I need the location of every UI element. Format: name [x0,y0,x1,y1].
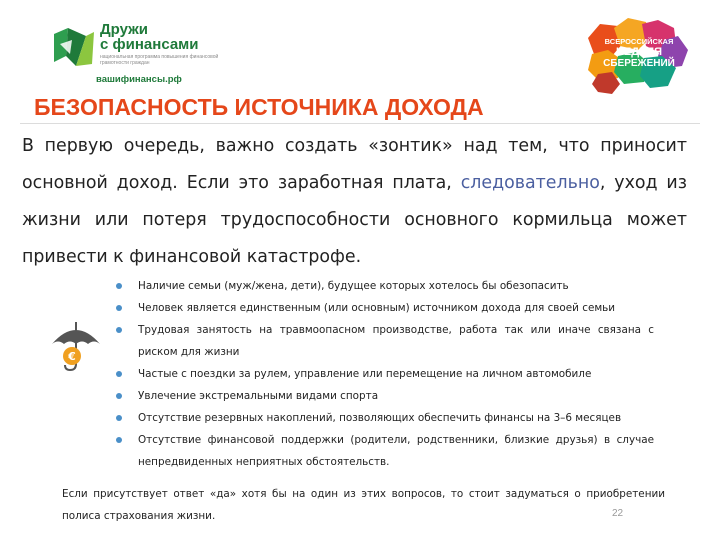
list-item: Отсутствие финансовой поддержки (родители, родственники, близкие друзья) в случае непредвиденных неприятных обстоятельств. [116,429,654,473]
intro-line: жизни или потеря трудоспособности основного кормильца может [22,210,687,230]
footer-line: Если присутствует ответ «да» хотя бы на один из этих вопросов, то стоит задуматься о приобретении [62,488,665,500]
savings-week-logo [578,16,690,94]
bullet-icon [116,437,122,443]
umbrella-euro-symbol: € [68,350,76,363]
list-item: Частые с поездки за рулем, управление или перемещение на личном автомобиле [116,363,654,385]
bullet-icon [116,393,122,399]
brand-subtitle: национальная программа повышения финансовой грамотности граждан [100,54,219,66]
footer-line: полиса страхования жизни. [62,510,216,522]
brand-title: Дружи с финансами [100,21,199,53]
bullet-icon [116,305,122,311]
risk-factor-list [116,275,654,473]
umbrella-euro-icon [50,318,102,374]
list-item: Наличие семьи (муж/жена, дети), будущее которых хотелось бы обезопасить [116,275,654,297]
list-item: Отсутствие резервных накоплений, позволяющих обеспечить финансы на 3–6 месяцев [116,407,654,429]
intro-line: В первую очередь, важно создать «зонтик» над тем, что приносит [22,136,687,156]
list-item: Увлечение экстремальными видами спорта [116,385,654,407]
bullet-icon [116,371,122,377]
friends-with-finance-logo-icon [52,26,96,70]
list-item: Трудовая занятость на травмоопасном производстве, работа так или иначе связана с риском для жизни [116,319,654,363]
intro-paragraph [22,128,687,276]
brand-site: вашифинансы.рф [96,74,182,85]
brand-logo [52,22,222,90]
bullet-icon [116,415,122,421]
intro-line: основной доход. Если это заработная плата, следовательно, уход из [22,173,687,193]
list-item: Человек является единственным (или основным) источником дохода для своей семьи [116,297,654,319]
title-divider [20,123,700,124]
page-number: 22 [612,508,624,519]
slide-title: БЕЗОПАСНОСТЬ ИСТОЧНИКА ДОХОДА [34,94,484,120]
bullet-icon [116,327,122,333]
bullet-icon [116,283,122,289]
intro-line: привести к финансовой катастрофе. [22,247,362,267]
savings-week-text: ВСЕРОССИЙСКАЯ НЕДЕЛЯ СБЕРЕЖЕНИЙ [603,37,675,69]
intro-highlight: следовательно [460,173,600,193]
footer-note [62,483,665,527]
